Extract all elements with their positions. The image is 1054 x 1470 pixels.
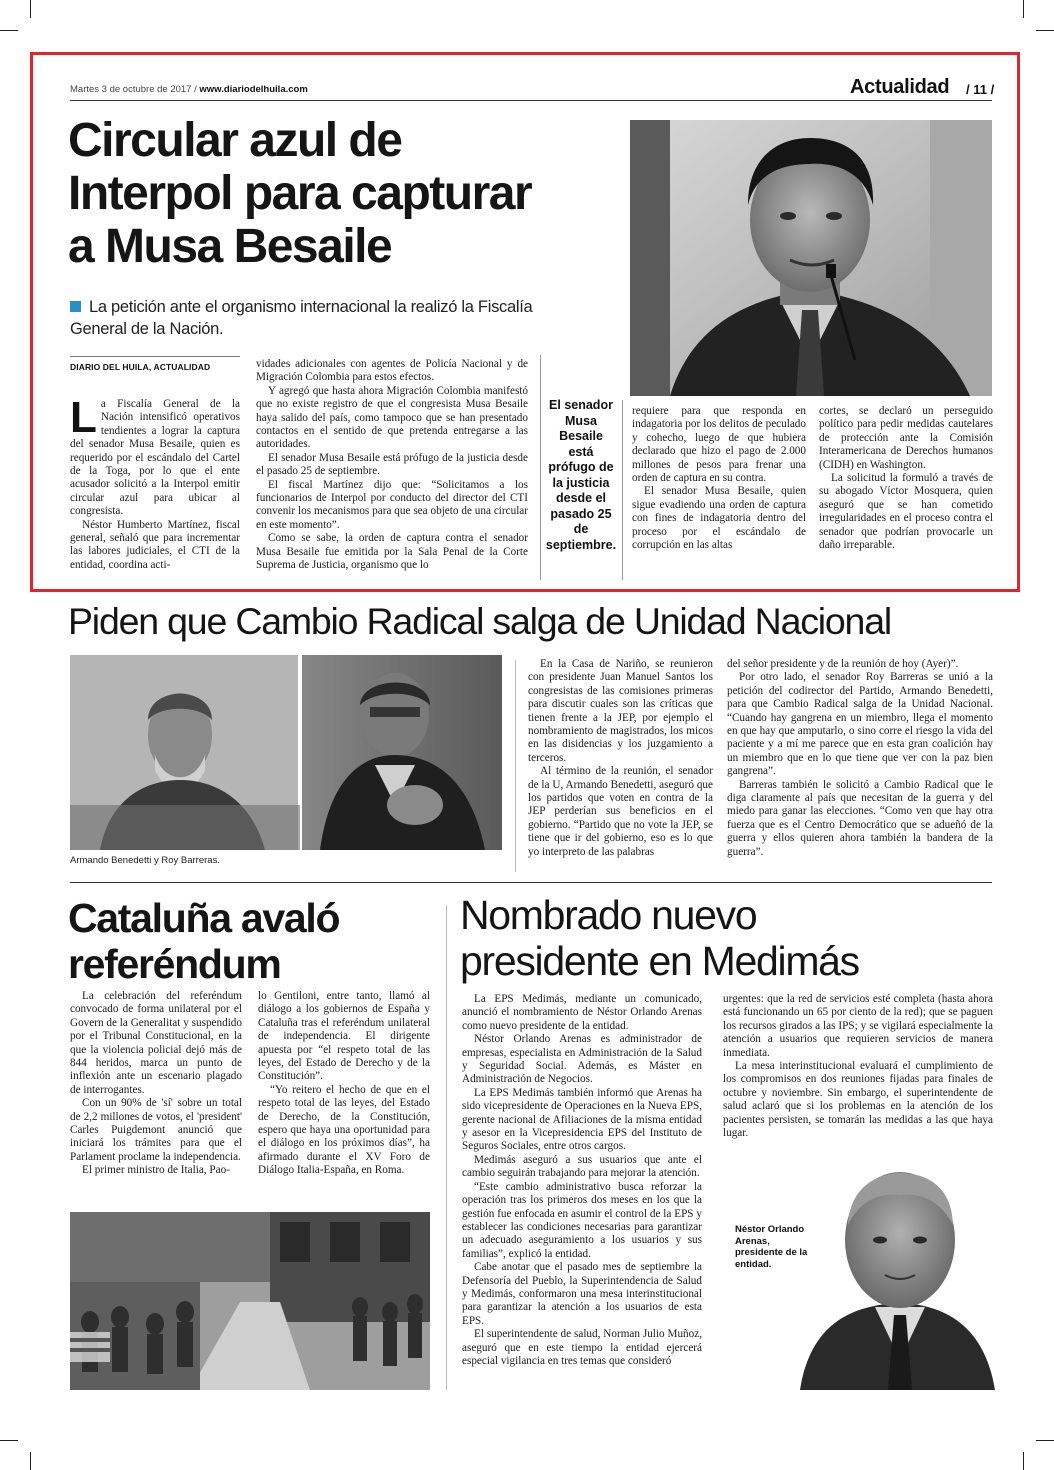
photo-caption: Néstor Orlando Arenas, presidente de la entidad. <box>735 1224 808 1270</box>
story1-column-2 <box>256 358 528 573</box>
paragraph: lo Gentiloni, entre tanto, llamó al diálogo a los gobiernos de España y Cataluña tras el referéndum unilateral de independencia. El dirigente apuesta por “el respeto total de las leyes, del Estado de Derecho y de la Constitución”. <box>258 990 430 1083</box>
pull-quote: El senador Musa Besaile está prófugo de la justicia desde el pasado 25 de septiembre. <box>545 398 617 552</box>
date: Martes 3 de octubre de 2017 / <box>70 84 197 95</box>
paragraph: El primer ministro de Italia, Pao- <box>82 1164 230 1177</box>
deck-bullet-icon <box>70 301 81 312</box>
section-rule <box>70 882 992 883</box>
story2-column-1 <box>528 658 713 859</box>
deck-text: General de la Nación. <box>70 320 224 338</box>
paragraph: “Este cambio administrativo busca reforzar la operación tras los primeros dos meses en los que la gestión fue enfocada en asumir el control de la EPS y establecer las condiciones necesarias para garantizar un adecuado aseguramiento a los usuarios y sus familias”, explicó la entidad. <box>462 1180 702 1260</box>
paragraph: Y agregó que hasta ahora Migración Colombia manifestó que no existe registro de que el congresista Musa Besaile haya salido del país, como tampoco que se han presentado contactos en el sentido de que pretenda entregarse a las autoridades. <box>256 384 528 451</box>
story3-column-1 <box>70 990 242 1178</box>
crop-mark <box>1023 1452 1024 1470</box>
crop-mark <box>0 30 18 31</box>
column-divider <box>540 355 541 580</box>
paragraph: a Fiscalía General de la Nación intensificó operativos tendientes a lograr la captura del senador Musa Besaile, quien es requerido por el escándalo del Cartel de la Toga, por lo que el ente acusador solicitó a la Interpol emitir circular azul para ubicar al congresista. <box>70 398 240 518</box>
politicians-image <box>70 655 502 850</box>
column-divider <box>622 400 623 580</box>
story1-deck <box>70 296 610 340</box>
drop-cap: L <box>70 393 97 442</box>
crop-mark <box>30 0 31 18</box>
paragraph: La solicitud la formuló a través de su abogado Víctor Mosquera, quien aseguró que se han cometido irregularidades en el proceso contra el senador que podrían provocarle un daño irreparable. <box>819 472 993 552</box>
paragraph: “Yo reitero el hecho de que en el respeto total de las leyes, del Estado de Derecho, de la Constitución, espero que haya una oportunidad para el diálogo en los próximos días”, ha afirmado durante el XV Foro de Diálogo Italia-España, en Roma. <box>258 1083 430 1177</box>
crop-mark <box>1023 0 1024 18</box>
paragraph: Como se sabe, la orden de captura contra el senador Musa Besaile fue emitida por la Sala Penal de la Corte Suprema de Justicia, organismo que lo <box>256 532 528 572</box>
story4-headline <box>460 892 859 984</box>
story4-column-2 <box>723 993 993 1140</box>
headline-line: Nombrado nuevo <box>460 892 757 938</box>
headline-line: presidente en Medimás <box>460 938 859 984</box>
story1-column-4 <box>819 405 993 552</box>
paragraph: La celebración del referéndum convocado de forma unilateral por el Govern de la Generalitat y suspendido por el Tribunal Constitucional, en la que la violencia policial dejó más de 844 heridos, marca un punto de inflexión ante un escenario plagado de interrogantes. <box>70 990 242 1096</box>
deck-text: La petición ante el organismo internacional la realizó la Fiscalía <box>89 298 533 316</box>
headline-line: Cataluña avaló <box>68 895 340 941</box>
story2-headline: Piden que Cambio Radical salga de Unidad Nacional <box>68 600 891 642</box>
column-divider <box>515 660 516 872</box>
paragraph: Cabe anotar que el pasado mes de septiembre la Defensoría del Pueblo, la Superintendencia de Salud y Medimás, conformaron una mesa interinstitucional para garantizar la atención a los usuarios de esta EPS. <box>462 1261 702 1327</box>
paragraph: La EPS Medimás, mediante un comunicado, anunció el nombramiento de Néstor Orlando Arenas como nuevo presidente de la entidad. <box>462 993 702 1032</box>
paragraph: La EPS Medimás también informó que Arenas ha sido vicepresidente de Operaciones en la Nueva EPS, gerente nacional de Afiliaciones de la misma entidad y asesor en la Vicepresidencia EPS del Instituto de Seguros Sociales, entre otros cargos. <box>462 1086 702 1153</box>
headline-line: Circular azul de <box>68 114 402 167</box>
headline-line: Interpol para capturar <box>68 167 532 220</box>
photo-nestor-arenas <box>790 1155 995 1390</box>
site-url[interactable]: www.diariodelhuila.com <box>199 84 308 95</box>
portrait-image <box>790 1155 995 1390</box>
paragraph: vidades adicionales con agentes de Policía Nacional y de Migración Colombia para estos efectos. <box>256 358 528 384</box>
paragraph: Por otro lado, el senador Roy Barreras se unió a la petición del codirector del Partido, Armando Benedetti, para que Cambio Radical salga de la Unidad Nacional. “Cuando hay gangrena en un miembro, llega el momento en que hay que amputarlo, o sino corre el riesgo la vida del paciente y a mí me parece que en esta gran coalición hay un miembro que en lo que tiene que ver con la paz bien gangrena”. <box>727 671 993 778</box>
paragraph: requiere para que responda en indagatoria por los delitos de peculado y cohecho, luego de que hubiera declarado que hizo el pago de 2.000 millones de pesos para frenar una orden de captura en su contra. <box>632 405 806 485</box>
paragraph: El senador Musa Besaile está prófugo de la justicia desde el pasado 25 de septiembre. <box>256 451 528 478</box>
paragraph: Con un 90% de 'sí' sobre un total de 2,2 millones de votos, el 'president' Carles Puigdemont anunció que iniciará los trámites para que el Parlament proclame la independencia. <box>70 1097 242 1163</box>
paragraph: Al término de la reunión, el senador de la U, Armando Benedetti, aseguró que los partidos que voten en contra de la JEP perderían sus beneficios en el gobierno. “Partido que no vote la JEP, se tiene que ir del gobierno, eso es lo que yo interpreto de las palabras <box>528 765 713 858</box>
story4-column-1 <box>462 993 702 1368</box>
section-name: Actualidad <box>850 76 950 98</box>
paragraph: El superintendente de salud, Norman Julio Muñoz, aseguró que en este tiempo la entidad ejercerá especial vigilancia en tres temas que consideró <box>462 1328 702 1367</box>
photo-musa-besaile <box>630 120 992 396</box>
photo-catalonia-street <box>70 1212 430 1390</box>
paragraph: En la Casa de Nariño, se reunieron con presidente Juan Manuel Santos los congresistas de las comisiones primeras para discutir cuales son las críticas que tienen frente a la JEP, por ejemplo el nombramiento de magistrados, los micos en las disidencias y los juzgamiento a terceros. <box>528 658 713 764</box>
story1-headline <box>68 114 531 273</box>
paragraph: La mesa interinstitucional evaluará el cumplimiento de los compromisos en dos reuniones fijadas para finales de octubre y noviembre. Sin embargo, el superintendente de salud aclaró que si los problemas en la atención de los pacientes persisten, se tomarán las medidas a las que haya lugar. <box>723 1060 993 1140</box>
story3-column-2 <box>258 990 430 1178</box>
column-divider <box>446 905 447 1390</box>
story3-headline <box>68 895 339 987</box>
crop-mark <box>0 1440 18 1441</box>
paragraph: urgentes: que la red de servicios esté completa (hasta ahora está funcionando un 65 por ciento de la red); que se paguen los recursos girados a las IPS; y se vigilará especialmente la atención a usuarios que requieren servicios de manera inmediata. <box>723 993 993 1059</box>
photo-caption: Armando Benedetti y Roy Barreras. <box>70 855 220 866</box>
photo-benedetti-barreras <box>70 655 502 850</box>
paragraph: Néstor Humberto Martínez, fiscal general, señaló que para incrementar las labores judiciales, el CTI de la entidad, coordina acti- <box>70 518 240 571</box>
headline-line: a Musa Besaile <box>68 220 392 273</box>
paragraph: Barreras también le solicitó a Cambio Radical que le diga claramente al país que necesitan de la guerra y del miedo para ganar las elecciones. “Como ven que hay otra fuerza que es el Centro Democrático que se adueñó de la guerra y ellos quieren ahora también la bandera de la guerra”. <box>727 778 993 858</box>
page-number: / 11 / <box>966 82 995 97</box>
paragraph: Medimás aseguró a sus usuarios que ante el cambio seguirán trabajando para mejorar la atención. <box>462 1153 702 1180</box>
story1-byline: DIARIO DEL HUILA, ACTUALIDAD <box>70 362 211 372</box>
street-image <box>70 1212 430 1390</box>
story1-column-1 <box>70 393 240 572</box>
paragraph: del señor presidente y de la reunión de hoy (Ayer)”. <box>727 658 959 670</box>
paragraph: Néstor Orlando Arenas es administrador de empresas, especialista en Administración de la Salud y Seguridad Social. Además, es Máster en Administración de Negocios. <box>462 1033 702 1086</box>
paragraph: El fiscal Martínez dijo que: “Solicitamos a los funcionarios de Interpol por conducto del director del CTI convenir los mecanismos para que sea objeto de una circular en este momento”. <box>256 478 528 531</box>
story2-column-2 <box>727 658 993 859</box>
crop-mark <box>1036 30 1054 31</box>
paragraph: El senador Musa Besaile, quien sigue evadiendo una orden de captura con fines de indagatoria dentro del proceso por el escándalo de corrupción en las altas <box>632 485 806 552</box>
paragraph: cortes, se declaró un perseguido político para pedir medidas cautelares de protección ante la Comisión Interamericana de Derechos humanos (CIDH) en Washington. <box>819 405 993 471</box>
headline-line: referéndum <box>68 941 281 987</box>
crop-mark <box>1036 1440 1054 1441</box>
crop-mark <box>30 1452 31 1470</box>
portrait-image <box>630 120 992 396</box>
byline-rule <box>70 356 240 357</box>
story1-column-3 <box>632 405 806 552</box>
